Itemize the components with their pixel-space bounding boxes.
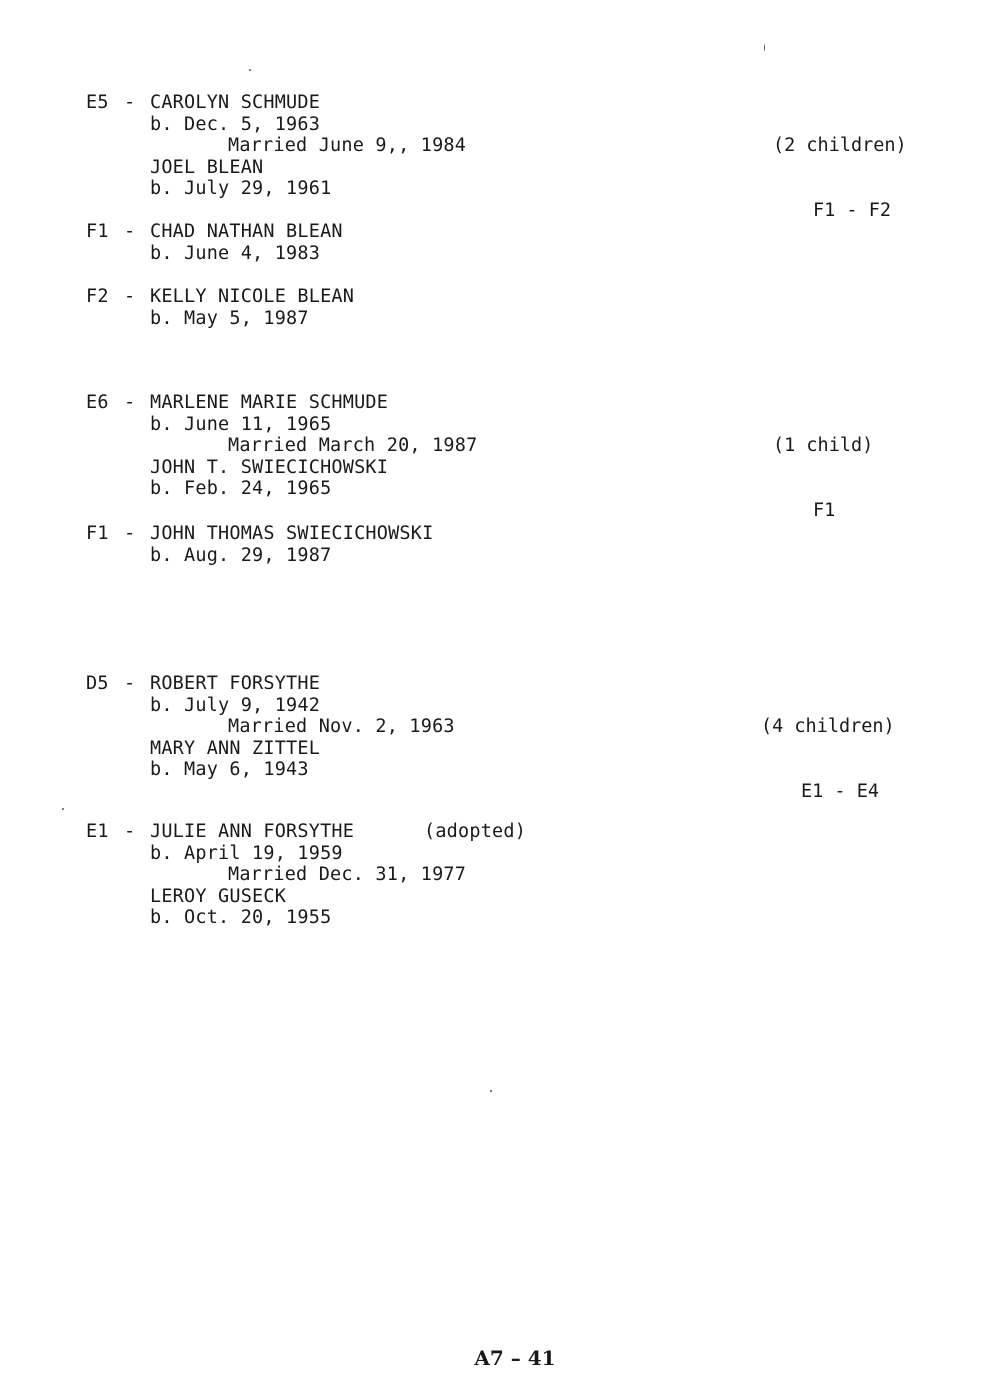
- entry-e5: [86, 92, 467, 200]
- spouse-birth-date: b. Feb. 24, 1965: [150, 478, 332, 499]
- children-note-e6: [773, 392, 873, 564]
- birth-date: b. June 11, 1965: [150, 413, 332, 435]
- entry-dash: -: [124, 286, 136, 307]
- person-name: CHAD NATHAN BLEAN: [150, 221, 343, 242]
- entry-code: E5: [86, 92, 109, 113]
- birth-date: b. Dec. 5, 1963: [150, 113, 321, 135]
- birth-date: b. April 19, 1959: [150, 842, 343, 864]
- entry-dash: -: [124, 92, 136, 113]
- entry-dash: -: [124, 523, 136, 544]
- marriage-date: Married Nov. 2, 1963: [228, 716, 455, 737]
- entry-f2-kelly: [86, 286, 355, 329]
- scan-speck: [764, 44, 765, 51]
- entry-f1-chad: [86, 221, 343, 264]
- spouse-name: JOHN T. SWIECICHOWSKI: [150, 456, 389, 478]
- spouse-name: LEROY GUSECK: [150, 885, 287, 907]
- children-range: F1 - F2: [813, 199, 891, 221]
- entry-dash: -: [124, 673, 136, 694]
- children-range: F1: [813, 499, 836, 521]
- entry-code: F2: [86, 286, 109, 307]
- entry-dash: -: [124, 221, 136, 242]
- birth-date: b. June 4, 1983: [150, 242, 321, 264]
- children-note-d5: [761, 673, 895, 845]
- page-number: A7 – 41: [474, 1346, 556, 1370]
- spouse-name: JOEL BLEAN: [150, 156, 264, 178]
- entry-dash: -: [124, 392, 136, 413]
- entry-e1: [86, 821, 527, 929]
- entry-code: F1: [86, 523, 109, 544]
- entry-code: D5: [86, 673, 109, 694]
- person-name: JOHN THOMAS SWIECICHOWSKI: [150, 523, 434, 544]
- birth-date: b. Aug. 29, 1987: [150, 544, 332, 566]
- entry-code: F1: [86, 221, 109, 242]
- birth-date: b. July 9, 1942: [150, 694, 321, 716]
- children-note-e5: [773, 92, 907, 264]
- marriage-date: Married March 20, 1987: [228, 435, 478, 456]
- entry-code: E6: [86, 392, 109, 413]
- person-name: CAROLYN SCHMUDE: [150, 92, 321, 113]
- scan-speck: [62, 808, 64, 810]
- entry-f1-john: [86, 523, 434, 566]
- entry-d5: [86, 673, 455, 781]
- children-range: E1 - E4: [801, 780, 879, 802]
- entry-code: E1: [86, 821, 109, 842]
- birth-date: b. May 5, 1987: [150, 307, 309, 329]
- scan-speck: [490, 1090, 492, 1092]
- person-name: KELLY NICOLE BLEAN: [150, 286, 355, 307]
- adopted-note: (adopted): [424, 821, 527, 842]
- spouse-birth-date: b. May 6, 1943: [150, 759, 309, 780]
- person-name: ROBERT FORSYTHE: [150, 673, 321, 694]
- entry-dash: -: [124, 821, 136, 842]
- spouse-birth-date: b. July 29, 1961: [150, 178, 332, 199]
- children-count: (4 children): [761, 716, 895, 737]
- children-count: (2 children): [773, 135, 907, 156]
- person-name: MARLENE MARIE SCHMUDE: [150, 392, 389, 413]
- marriage-date: Married June 9,, 1984: [228, 135, 467, 156]
- marriage-date: Married Dec. 31, 1977: [228, 864, 467, 885]
- spouse-name: MARY ANN ZITTEL: [150, 737, 321, 759]
- scan-speck: [249, 69, 251, 71]
- children-count: (1 child): [773, 435, 874, 456]
- person-name: JULIE ANN FORSYTHE: [150, 821, 355, 842]
- spouse-birth-date: b. Oct. 20, 1955: [150, 907, 332, 928]
- entry-e6: [86, 392, 478, 500]
